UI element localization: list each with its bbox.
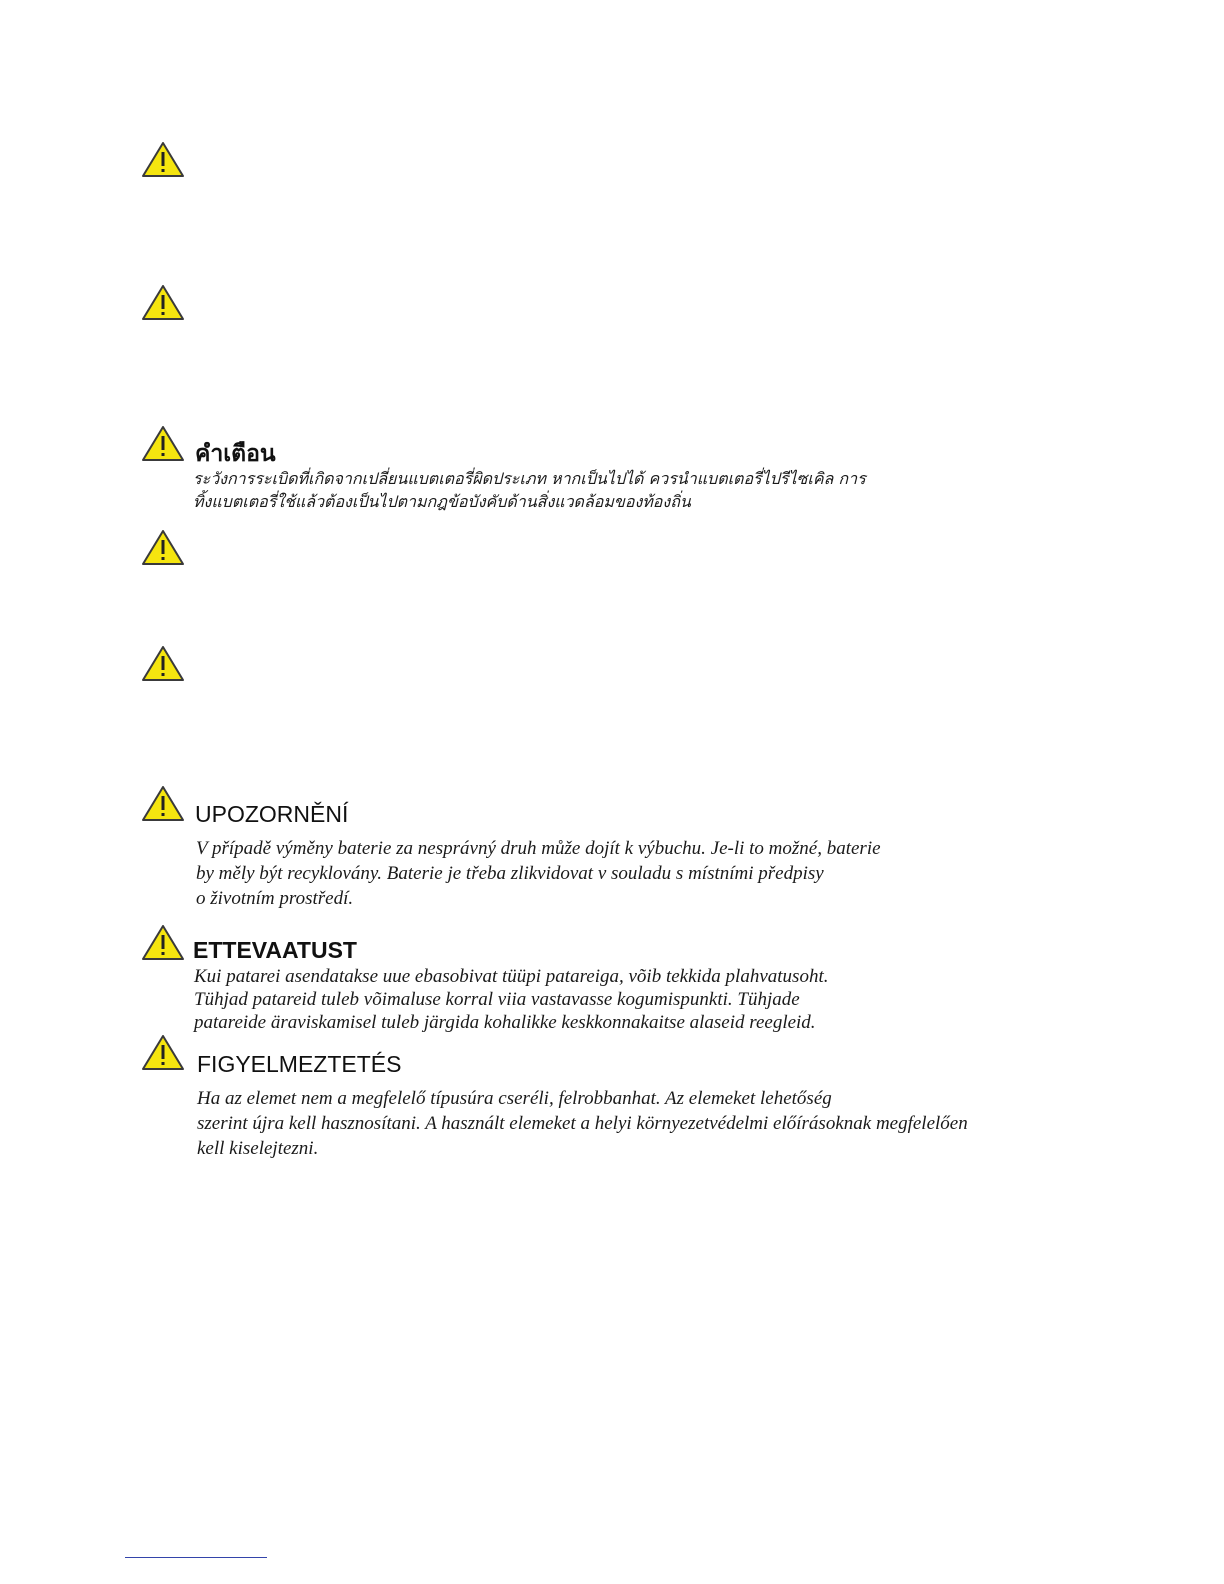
warning-triangle-icon bbox=[141, 284, 185, 322]
warning-triangle-icon bbox=[141, 645, 185, 683]
estonian-warning-body bbox=[194, 965, 828, 1034]
warning-triangle-icon bbox=[141, 1034, 185, 1072]
footnote-separator bbox=[125, 1557, 267, 1558]
thai-warning-line: ทิ้งแบตเตอรี่ใช้แล้วต้องเป็นไปตามกฎข้อบังคับด้านสิ่งแวดล้อมของท้องถิ่น bbox=[193, 492, 691, 511]
estonian-warning-line: patareide äraviskamisel tuleb järgida kohalikke keskkonnakaitse alaseid reegleid. bbox=[194, 1012, 816, 1033]
warning-triangle-icon bbox=[141, 924, 185, 962]
thai-warning-body bbox=[193, 467, 866, 513]
hungarian-warning-body bbox=[197, 1086, 968, 1161]
czech-warning-body bbox=[196, 836, 881, 911]
hungarian-warning-line: szerint újra kell hasznosítani. A használt elemeket a helyi környezetvédelmi előírásoknak megfelelően bbox=[197, 1113, 968, 1134]
hungarian-warning-line: Ha az elemet nem a megfelelő típusúra cseréli, felrobbanhat. Az elemeket lehetőség bbox=[197, 1088, 832, 1109]
czech-warning-heading: UPOZORNĚNÍ bbox=[195, 801, 349, 827]
estonian-warning-heading: ETTEVAATUST bbox=[193, 937, 357, 963]
czech-warning-line: o životním prostředí. bbox=[196, 888, 354, 909]
thai-warning-heading: คำเตือน bbox=[195, 441, 276, 467]
czech-warning-line: V případě výměny baterie za nesprávný druh může dojít k výbuchu. Je-li to možné, baterie bbox=[196, 838, 881, 859]
thai-warning-line: ระวังการระเบิดที่เกิดจากเปลี่ยนแบตเตอรี่ผิดประเภท หากเป็นไปได้ ควรนำแบตเตอรี่ไปรีไซเคิล การ bbox=[193, 469, 866, 488]
warning-triangle-icon bbox=[141, 529, 185, 567]
hungarian-warning-heading: FIGYELMEZTETÉS bbox=[197, 1051, 402, 1077]
hungarian-warning-line: kell kiselejtezni. bbox=[197, 1138, 319, 1159]
estonian-warning-line: Kui patarei asendatakse uue ebasobivat tüüpi patareiga, võib tekkida plahvatusoht. bbox=[194, 966, 829, 987]
warning-triangle-icon bbox=[141, 425, 185, 463]
warning-triangle-icon bbox=[141, 141, 185, 179]
warning-triangle-icon bbox=[141, 785, 185, 823]
estonian-warning-line: Tühjad patareid tuleb võimaluse korral viia vastavasse kogumispunkti. Tühjade bbox=[194, 989, 800, 1010]
czech-warning-line: by měly být recyklovány. Baterie je třeba zlikvidovat v souladu s místními předpisy bbox=[196, 863, 824, 884]
